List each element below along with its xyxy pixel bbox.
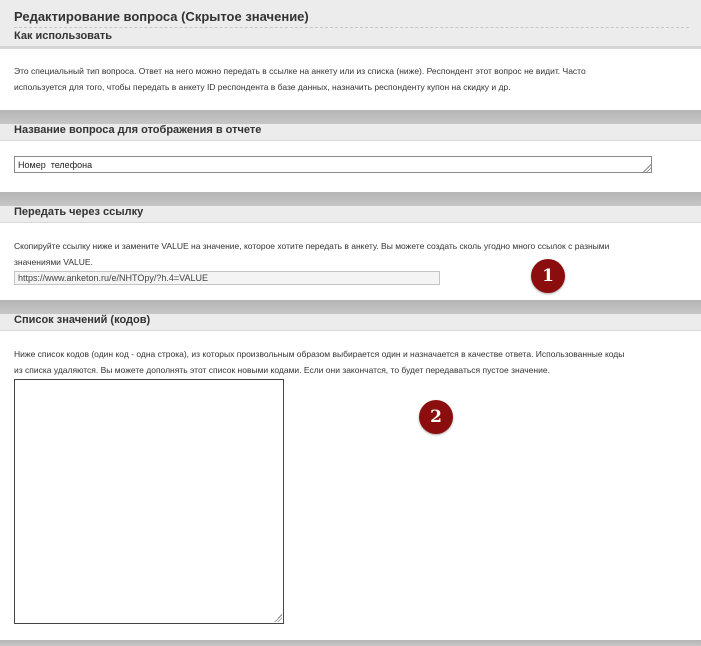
resize-grip-icon[interactable] <box>643 164 651 172</box>
link-pass-heading: Передать через ссылку <box>14 206 144 218</box>
page-title: Редактирование вопроса (Скрытое значение) <box>14 9 309 24</box>
how-to-use-text-line1: Это специальный тип вопроса. Ответ на него можно передать в ссылке на анкету или из списка (ниже). Респондент этот вопрос не видит. Часто <box>14 66 586 76</box>
link-url-field[interactable] <box>14 271 440 285</box>
codes-list-textarea[interactable] <box>14 379 284 624</box>
section-separator <box>0 192 701 206</box>
codes-list-text-line1: Ниже список кодов (один код - одна строка), из которых произвольным образом выбирается один и назначается в качестве ответа. Использованные коды <box>14 349 625 359</box>
resize-grip-icon[interactable] <box>274 614 282 622</box>
link-pass-text-line2: значениями VALUE. <box>14 257 93 267</box>
section-separator <box>0 110 701 124</box>
title-divider <box>14 27 689 28</box>
annotation-marker-2: 2 <box>419 400 453 434</box>
how-to-use-heading: Как использовать <box>14 30 113 42</box>
section-separator <box>0 300 701 314</box>
header-underline <box>0 46 701 49</box>
section-separator <box>0 640 701 646</box>
report-name-heading: Название вопроса для отображения в отчете <box>14 124 262 136</box>
codes-list-heading: Список значений (кодов) <box>14 314 151 326</box>
codes-list-text-line2: из списка удаляются. Вы можете дополнять этот список новыми кодами. Если они закончатся, то будет передаваться пустое значение. <box>14 365 550 375</box>
annotation-marker-1: 1 <box>531 259 565 293</box>
link-pass-text-line1: Скопируйте ссылку ниже и замените VALUE на значение, которое хотите передать в анкету. Вы можете создать сколь угодно много ссылок с разными <box>14 241 610 251</box>
how-to-use-text-line2: используется для того, чтобы передать в анкету ID респондента в базе данных, назначить респонденту купон на скидку и др. <box>14 82 511 92</box>
report-name-input[interactable] <box>14 156 652 173</box>
